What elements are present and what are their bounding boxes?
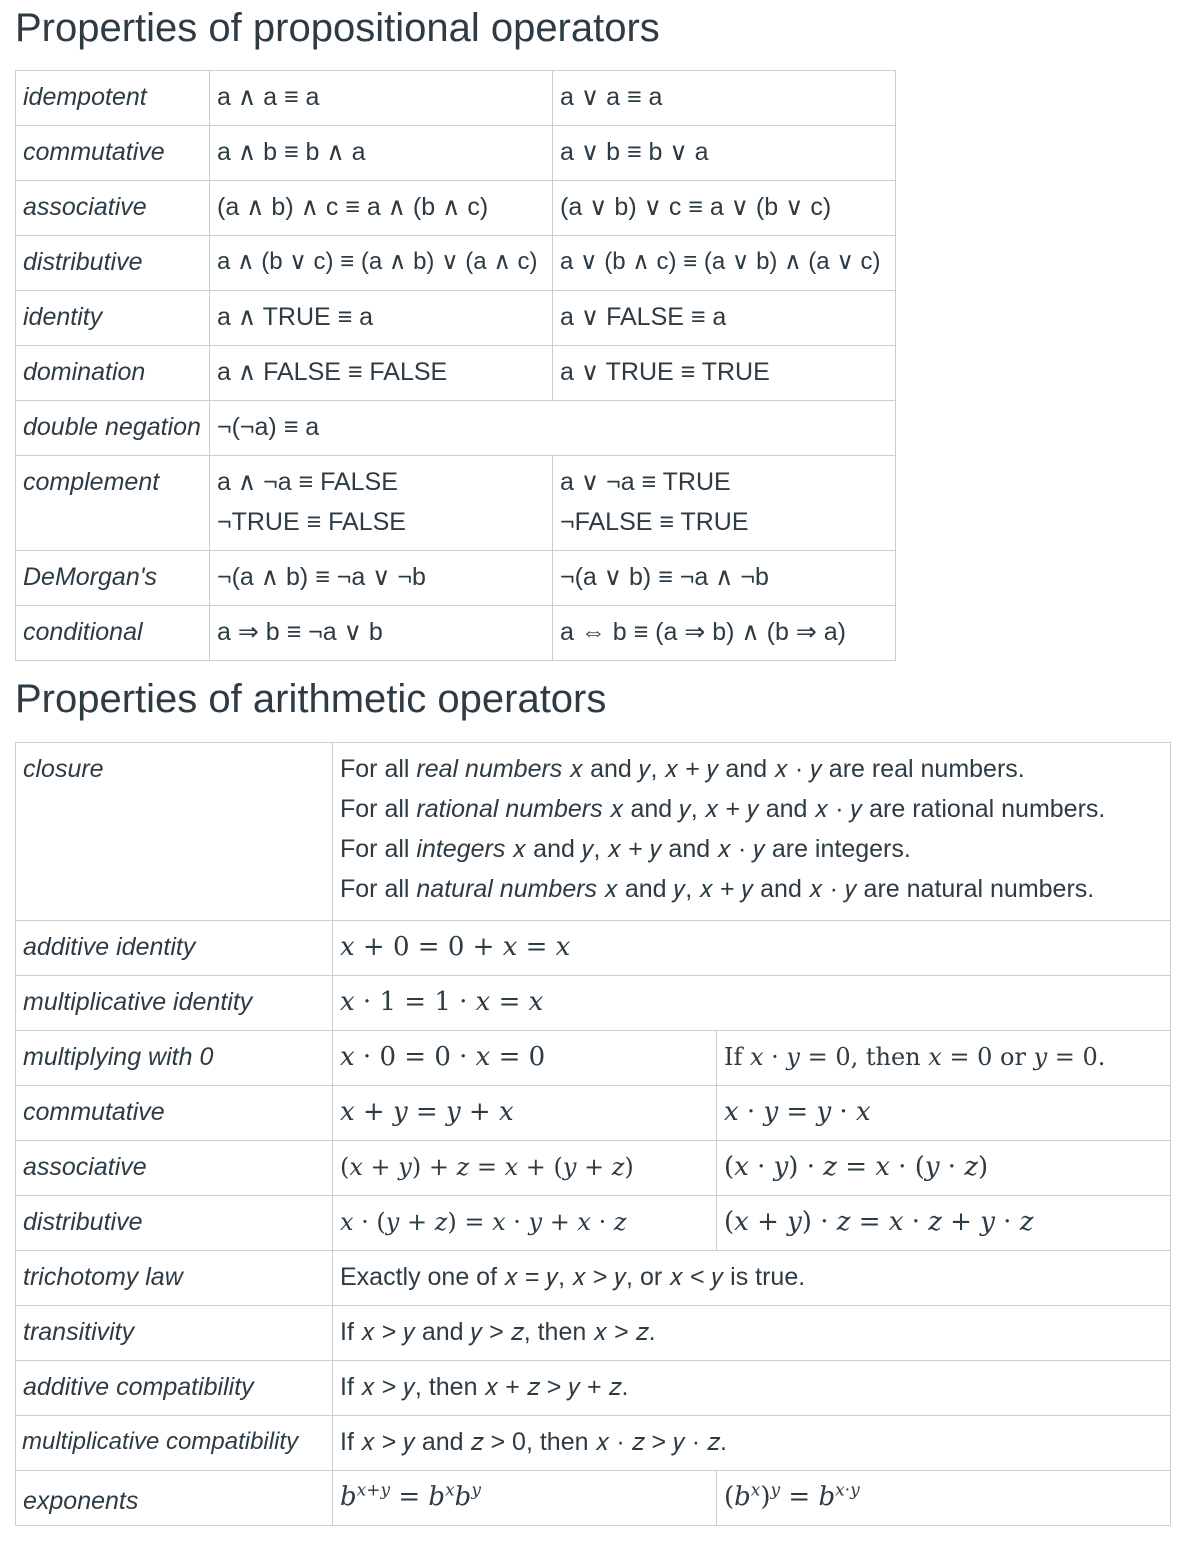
- text: 𝑥 and 𝑦, 𝑥 + 𝑦 and 𝑥 · 𝑦 are natural numbers.: [597, 875, 1095, 903]
- expression: 𝑥 · 𝑦 = 𝑦 · 𝑥: [717, 1086, 1171, 1141]
- table-row: [16, 1141, 1171, 1196]
- math-part: 𝑥: [445, 1480, 455, 1501]
- math-part: ): [760, 1482, 771, 1512]
- table-row: [16, 606, 896, 661]
- table-row: [16, 346, 896, 401]
- math-part: 𝑦: [770, 1480, 781, 1501]
- and-law: a ∧ a ≡ a: [210, 71, 553, 126]
- property-name: multiplicative compatibility: [16, 1416, 333, 1471]
- expression: 𝑥 + 0 = 0 + 𝑥 = 𝑥: [333, 921, 1171, 976]
- closure-line: [340, 749, 1163, 789]
- and-law: a ∧ FALSE ≡ FALSE: [210, 346, 553, 401]
- law-line: ¬TRUE ≡ FALSE: [217, 508, 406, 536]
- arithmetic-table: [15, 742, 1171, 1526]
- text: For all: [340, 835, 417, 863]
- property-name: DeMorgan's: [16, 551, 210, 606]
- property-name: commutative: [16, 1086, 333, 1141]
- closure-line: [340, 869, 1163, 909]
- math-part: = 𝑏: [780, 1482, 836, 1512]
- property-name: complement: [16, 456, 210, 551]
- arithmetic-title: Properties of arithmetic operators: [15, 677, 607, 721]
- property-name: trichotomy law: [16, 1251, 333, 1306]
- law-line: ¬FALSE ≡ TRUE: [560, 508, 749, 536]
- table-row: [16, 456, 896, 551]
- property-name: exponents: [16, 1471, 333, 1526]
- text: 𝑥 and 𝑦, 𝑥 + 𝑦 and 𝑥 · 𝑦 are real numbers.: [562, 755, 1025, 783]
- number-set: natural numbers: [416, 875, 598, 903]
- table-row: [16, 1086, 1171, 1141]
- expression: 𝑥 · 0 = 0 · 𝑥 = 0: [333, 1031, 717, 1086]
- math-part: = 𝑏: [390, 1482, 446, 1512]
- text: For all: [340, 795, 417, 823]
- text: 𝑥 and 𝑦, 𝑥 + 𝑦 and 𝑥 · 𝑦 are integers.: [505, 835, 911, 863]
- expression: [333, 1471, 717, 1526]
- property-name: double negation: [16, 401, 210, 456]
- text: 𝑥 and 𝑦, 𝑥 + 𝑦 and 𝑥 · 𝑦 are rational numbers.: [602, 795, 1106, 823]
- law: ¬(¬a) ≡ a: [210, 401, 896, 456]
- table-row: [16, 291, 896, 346]
- table-row: [16, 976, 1171, 1031]
- number-set: rational numbers: [416, 795, 603, 823]
- closure-statements: [333, 743, 1171, 921]
- table-row: [16, 181, 896, 236]
- property-name: associative: [16, 1141, 333, 1196]
- property-name: closure: [16, 743, 333, 921]
- expression: 𝑥 · 1 = 1 · 𝑥 = 𝑥: [333, 976, 1171, 1031]
- math-part: 𝑏: [454, 1482, 472, 1512]
- property-name: associative: [16, 181, 210, 236]
- table-row: [16, 1196, 1171, 1251]
- or-law: a ⇔ b ≡ (a ⇒ b) ∧ (b ⇒ a): [553, 606, 896, 661]
- or-law: a ∨ (b ∧ c) ≡ (a ∨ b) ∧ (a ∨ c): [553, 236, 896, 291]
- or-law: (a ∨ b) ∨ c ≡ a ∨ (b ∨ c): [553, 181, 896, 236]
- or-law: a ∨ FALSE ≡ a: [553, 291, 896, 346]
- expression: If 𝑥 · 𝑦 = 0, then 𝑥 = 0 or 𝑦 = 0.: [717, 1031, 1171, 1086]
- property-name: domination: [16, 346, 210, 401]
- math-part: 𝑥+𝑦: [356, 1480, 391, 1501]
- law-line: a ∧ ¬a ≡ FALSE: [217, 468, 398, 496]
- property-name: multiplicative identity: [16, 976, 333, 1031]
- expression: (𝑥 · 𝑦) · 𝑧 = 𝑥 · (𝑦 · 𝑧): [717, 1141, 1171, 1196]
- and-law: [210, 456, 553, 551]
- expression: 𝑥 · (𝑦 + 𝑧) = 𝑥 · 𝑦 + 𝑥 · 𝑧: [333, 1196, 717, 1251]
- propositional-table: [15, 70, 896, 661]
- table-row: [16, 1416, 1171, 1471]
- table-row: [16, 1306, 1171, 1361]
- or-law: a ∨ TRUE ≡ TRUE: [553, 346, 896, 401]
- and-law: (a ∧ b) ∧ c ≡ a ∧ (b ∧ c): [210, 181, 553, 236]
- or-law: a ∨ b ≡ b ∨ a: [553, 126, 896, 181]
- closure-line: [340, 829, 1163, 869]
- math-part: 𝑦: [471, 1480, 481, 1501]
- number-set: integers: [416, 835, 506, 863]
- table-row: [16, 743, 1171, 921]
- math-part: 𝑥: [750, 1480, 761, 1501]
- property-name: additive identity: [16, 921, 333, 976]
- property-name: conditional: [16, 606, 210, 661]
- property-name: transitivity: [16, 1306, 333, 1361]
- and-law: a ⇒ b ≡ ¬a ∨ b: [210, 606, 553, 661]
- propositional-title: Properties of propositional operators: [15, 6, 660, 50]
- table-row: [16, 921, 1171, 976]
- property-name: identity: [16, 291, 210, 346]
- property-name: idempotent: [16, 71, 210, 126]
- property-name: multiplying with 0: [16, 1031, 333, 1086]
- law-line: a ∨ ¬a ≡ TRUE: [560, 468, 731, 496]
- table-row: [16, 126, 896, 181]
- table-row: [16, 1361, 1171, 1416]
- table-row: [16, 1031, 1171, 1086]
- expression: [717, 1471, 1171, 1526]
- math-part: 𝑥·𝑦: [835, 1480, 860, 1501]
- math-part: 𝑏: [340, 1482, 357, 1512]
- table-row: [16, 236, 896, 291]
- and-law: a ∧ TRUE ≡ a: [210, 291, 553, 346]
- math-part: (𝑏: [724, 1482, 751, 1512]
- table-row: [16, 551, 896, 606]
- or-law: ¬(a ∨ b) ≡ ¬a ∧ ¬b: [553, 551, 896, 606]
- expression: If 𝑥 > 𝑦, then 𝑥 + 𝑧 > 𝑦 + 𝑧.: [333, 1361, 1171, 1416]
- property-name: commutative: [16, 126, 210, 181]
- and-law: a ∧ b ≡ b ∧ a: [210, 126, 553, 181]
- or-law: [553, 456, 896, 551]
- expression: 𝑥 + 𝑦 = 𝑦 + 𝑥: [333, 1086, 717, 1141]
- text: For all: [340, 755, 417, 783]
- table-row: [16, 1471, 1171, 1526]
- property-name: distributive: [16, 1196, 333, 1251]
- expression: If 𝑥 > 𝑦 and 𝑦 > 𝑧, then 𝑥 > 𝑧.: [333, 1306, 1171, 1361]
- expression: Exactly one of 𝑥 = 𝑦, 𝑥 > 𝑦, or 𝑥 < 𝑦 is true.: [333, 1251, 1171, 1306]
- closure-line: [340, 789, 1163, 829]
- expression: (𝑥 + 𝑦) · 𝑧 = 𝑥 · 𝑧 + 𝑦 · 𝑧: [717, 1196, 1171, 1251]
- table-row: [16, 1251, 1171, 1306]
- property-name: distributive: [16, 236, 210, 291]
- text: For all: [340, 875, 417, 903]
- table-row: [16, 401, 896, 456]
- property-name: additive compatibility: [16, 1361, 333, 1416]
- expression: (𝑥 + 𝑦) + 𝑧 = 𝑥 + (𝑦 + 𝑧): [333, 1141, 717, 1196]
- and-law: a ∧ (b ∨ c) ≡ (a ∧ b) ∨ (a ∧ c): [210, 236, 553, 291]
- number-set: real numbers: [416, 755, 563, 783]
- expression: If 𝑥 > 𝑦 and 𝑧 > 0, then 𝑥 · 𝑧 > 𝑦 · 𝑧.: [333, 1416, 1171, 1471]
- table-row: [16, 71, 896, 126]
- or-law: a ∨ a ≡ a: [553, 71, 896, 126]
- and-law: ¬(a ∧ b) ≡ ¬a ∨ ¬b: [210, 551, 553, 606]
